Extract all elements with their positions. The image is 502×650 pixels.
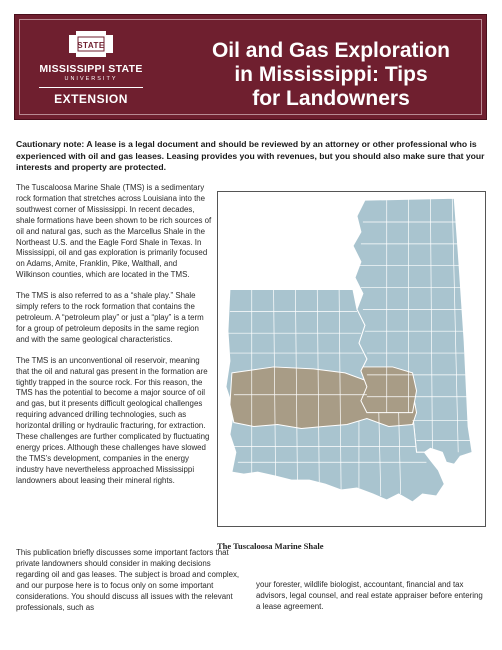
figure-caption: The Tuscaloosa Marine Shale	[217, 541, 324, 551]
msu-logo-mark	[66, 29, 116, 59]
msu-extension-logo	[31, 29, 151, 109]
logo-university-word: UNIVERSITY	[64, 76, 118, 82]
tms-map-figure	[217, 191, 486, 527]
body-column	[16, 183, 212, 497]
title-line: for Landowners	[252, 87, 410, 110]
tms-region-ms	[361, 367, 417, 413]
body-paragraph: The Tuscaloosa Marine Shale (TMS) is a sedimentary rock formation that stretches across Louisiana into the southwest corner of Mississippi. In recent decades, shale formations have been shown to be rich sources of oil and natural gas, such as the Marcellus Shale in the Northeast U.S. and the Eagle Ford Shale in Texas. In Mississippi, oil and gas exploration is primarily focused on Adams, Amite, Franklin, Pike, Walthall, and Wilkinson counties, which are located in the TMS.	[16, 183, 212, 280]
page-title	[191, 39, 471, 111]
logo-extension-text: EXTENSION	[54, 92, 128, 106]
title-line: Oil and Gas Exploration	[211, 39, 451, 62]
cautionary-note: Cautionary note: A lease is a legal document and should be reviewed by an attorney or other professional who is experienced with oil and gas leases. Leasing provides you with revenues, but you should also make sure that your interests and property are protected.	[16, 139, 485, 172]
body-paragraph: The TMS is also referred to as a “shale play.” Shale simply refers to the rock formation that contains the petroleum. A “petroleum play” or just a “play” is a term for a group of petroleum deposits in the same region and with the same geological characteristics.	[16, 291, 204, 344]
logo-state-text: STATE	[77, 41, 105, 50]
title-line: in Mississippi: Tips	[234, 63, 428, 86]
body-paragraph-bottom-right: your forester, wildlife biologist, accountant, financial and tax advisors, legal counsel, and real estate appraiser before entering a lease agreement.	[256, 580, 483, 611]
body-paragraph: The TMS is an unconventional oil reservoir, meaning that the oil and natural gas present in the formation are tightly trapped in the source rock. For this reason, the TMS has the potential to become a major source of oil and gas, but it presents difficult geological challenges requiring advanced drilling technologies, such as horizontal drilling or hydraulic fracturing, for extraction. These challenges are further complicated by fluctuating energy prices. Although these challenges have slowed the TMS’s development, companies in the energy industry have nevertheless approached Mississippi landowners about leasing their mineral rights.	[16, 355, 210, 485]
body-paragraph-bottom-left: This publication briefly discusses some important factors that private landowners should consider in making decisions regarding oil and gas leases. The subject is broad and complex, and our purpose here is to focus only on some important considerations. You should discuss all issues with the relevant professionals, such as	[16, 548, 240, 612]
logo-divider	[39, 87, 143, 88]
tms-map	[218, 192, 485, 526]
logo-university-name: MISSISSIPPI STATE	[39, 63, 143, 75]
header-banner	[14, 14, 487, 120]
